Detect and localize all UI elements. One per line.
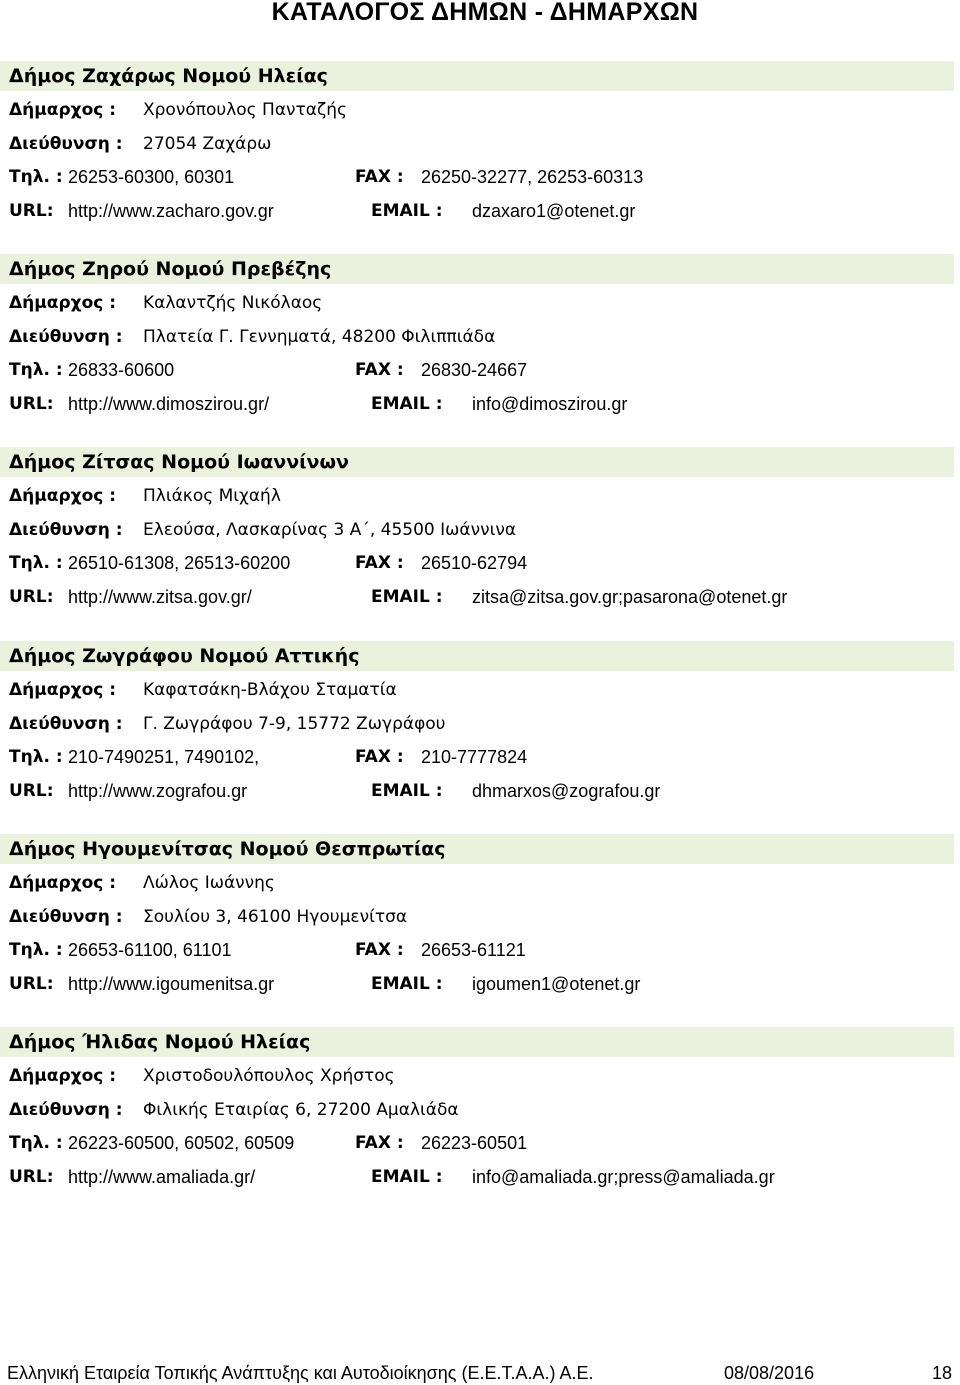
municipality-name: Δήμος Ζαχάρως Νομού Ηλείας (0, 61, 954, 91)
address-row (0, 132, 954, 156)
municipality-entry (0, 254, 960, 447)
address-label: Διεύθυνση : (9, 327, 123, 348)
mayor-label: Δήμαρχος : (9, 872, 117, 893)
mayor-value: Χριστοδουλόπουλος Χρήστος (143, 1065, 395, 1086)
fax-value: 26510-62794 (421, 553, 528, 574)
url-label: URL: (9, 201, 54, 221)
address-label: Διεύθυνση : (9, 134, 123, 154)
mayor-row (0, 484, 954, 508)
mayor-label: Δήμαρχος : (9, 293, 117, 314)
url-email-row (0, 972, 954, 996)
municipality-name: Δήμος Ζίτσας Νομού Ιωαννίνων (0, 447, 954, 477)
url-label: URL: (9, 394, 54, 415)
page-footer (0, 1361, 960, 1385)
mayor-row (0, 871, 954, 895)
tel-label: Τηλ. : (9, 746, 63, 767)
municipality-entry (0, 447, 960, 640)
mayor-value: Πλιάκος Μιχαήλ (143, 486, 281, 507)
tel-label: Τηλ. : (9, 553, 63, 574)
mayor-label: Δήμαρχος : (9, 1065, 117, 1086)
address-value: Γ. Ζωγράφου 7-9, 15772 Ζωγράφου (143, 713, 446, 734)
website-link[interactable]: http://www.igoumenitsa.gr (68, 973, 275, 994)
email-link[interactable]: info@amaliada.gr;press@amaliada.gr (472, 1166, 775, 1187)
fax-label: FAX : (355, 746, 404, 767)
fax-value: 26250-32277, 26253-60313 (421, 167, 644, 187)
fax-label: FAX : (355, 553, 404, 574)
tel-value: 26223-60500, 60502, 60509 (68, 1132, 295, 1153)
email-link[interactable]: zitsa@zitsa.gov.gr;pasarona@otenet.gr (472, 587, 788, 608)
municipality-name: Δήμος Ζωγράφου Νομού Αττικής (0, 641, 954, 671)
mayor-value: Λώλος Ιωάννης (143, 872, 275, 893)
tel-value: 26253-60300, 60301 (68, 167, 235, 187)
fax-value: 26223-60501 (421, 1132, 528, 1153)
address-label: Διεύθυνση : (9, 713, 123, 734)
tel-label: Τηλ. : (9, 360, 63, 381)
phone-fax-row (0, 551, 954, 575)
tel-label: Τηλ. : (9, 939, 63, 960)
fax-value: 210-7777824 (421, 746, 528, 767)
mayor-row (0, 291, 954, 315)
fax-label: FAX : (355, 939, 404, 960)
fax-label: FAX : (355, 167, 404, 187)
address-value: Πλατεία Γ. Γεννηματά, 48200 Φιλιππιάδα (143, 327, 496, 348)
url-label: URL: (9, 1166, 54, 1187)
municipality-name: Δήμος Ζηρού Νομού Πρεβέζης (0, 254, 954, 284)
mayor-label: Δήμαρχος : (9, 100, 117, 120)
email-link[interactable]: dzaxaro1@otenet.gr (472, 201, 636, 221)
fax-label: FAX : (355, 1132, 404, 1153)
url-email-row (0, 392, 954, 416)
phone-fax-row (0, 1131, 954, 1155)
municipality-entry (0, 641, 960, 834)
address-row (0, 518, 954, 542)
tel-label: Τηλ. : (9, 1132, 63, 1153)
phone-fax-row (0, 745, 954, 769)
mayor-value: Χρονόπουλος Πανταζής (143, 100, 347, 120)
email-link[interactable]: dhmarxos@zografou.gr (472, 780, 661, 801)
tel-label: Τηλ. : (9, 167, 63, 187)
address-label: Διεύθυνση : (9, 906, 123, 927)
address-row (0, 905, 954, 929)
website-link[interactable]: http://www.amaliada.gr/ (68, 1166, 256, 1187)
address-label: Διεύθυνση : (9, 1099, 123, 1120)
url-email-row (0, 779, 954, 803)
url-label: URL: (9, 587, 54, 608)
url-label: URL: (9, 780, 54, 801)
address-row (0, 325, 954, 349)
municipality-name: Δήμος Ηγουμενίτσας Νομού Θεσπρωτίας (0, 834, 954, 864)
email-label: EMAIL : (371, 394, 443, 415)
municipality-name: Δήμος Ήλιδας Νομού Ηλείας (0, 1027, 954, 1057)
website-link[interactable]: http://www.zacharo.gov.gr (68, 201, 274, 221)
tel-value: 26653-61100, 61101 (68, 939, 232, 960)
footer-organization: Ελληνική Εταιρεία Τοπικής Ανάπτυξης και Αυτοδιοίκησης (Ε.Ε.Τ.Α.Α.) Α.Ε. (7, 1363, 594, 1383)
mayor-label: Δήμαρχος : (9, 679, 117, 700)
phone-fax-row (0, 938, 954, 962)
email-label: EMAIL : (371, 1166, 443, 1187)
email-link[interactable]: igoumen1@otenet.gr (472, 973, 641, 994)
municipality-entry (0, 834, 960, 1027)
municipality-list (0, 61, 960, 1220)
address-row (0, 1098, 954, 1122)
email-label: EMAIL : (371, 973, 443, 994)
mayor-row (0, 678, 954, 702)
website-link[interactable]: http://www.dimoszirou.gr/ (68, 394, 270, 415)
address-value: Φιλικής Εταιρίας 6, 27200 Αμαλιάδα (143, 1099, 459, 1120)
email-link[interactable]: info@dimoszirou.gr (472, 394, 628, 415)
tel-value: 26833-60600 (68, 360, 175, 381)
mayor-row (0, 1064, 954, 1088)
address-row (0, 712, 954, 736)
mayor-value: Καλαντζής Νικόλαος (143, 293, 323, 314)
phone-fax-row (0, 358, 954, 382)
email-label: EMAIL : (371, 780, 443, 801)
address-label: Διεύθυνση : (9, 520, 123, 541)
email-label: EMAIL : (371, 587, 443, 608)
mayor-row (0, 98, 954, 122)
url-email-row (0, 199, 954, 223)
address-value: 27054 Ζαχάρω (143, 134, 272, 154)
municipality-entry (0, 1027, 960, 1220)
fax-value: 26830-24667 (421, 360, 528, 381)
footer-date: 08/08/2016 (724, 1363, 815, 1383)
page-number: 18 (932, 1363, 953, 1383)
page-title: ΚΑΤΑΛΟΓΟΣ ΔΗΜΩΝ - ΔΗΜΑΡΧΩΝ (271, 0, 699, 26)
url-email-row (0, 1165, 954, 1189)
fax-label: FAX : (355, 360, 404, 381)
address-value: Ελεούσα, Λασκαρίνας 3 Α΄, 45500 Ιωάννινα (143, 520, 517, 541)
phone-fax-row (0, 165, 954, 189)
url-email-row (0, 585, 954, 609)
tel-value: 26510-61308, 26513-60200 (68, 553, 291, 574)
url-label: URL: (9, 973, 54, 994)
fax-value: 26653-61121 (421, 939, 526, 960)
address-value: Σουλίου 3, 46100 Ηγουμενίτσα (143, 906, 408, 927)
tel-value: 210-7490251, 7490102, (68, 746, 260, 767)
email-label: EMAIL : (371, 201, 443, 221)
municipality-entry (0, 61, 960, 254)
mayor-value: Καφατσάκη-Βλάχου Σταματία (143, 679, 397, 700)
website-link[interactable]: http://www.zitsa.gov.gr/ (68, 587, 252, 608)
website-link[interactable]: http://www.zografou.gr (68, 780, 248, 801)
mayor-label: Δήμαρχος : (9, 486, 117, 507)
